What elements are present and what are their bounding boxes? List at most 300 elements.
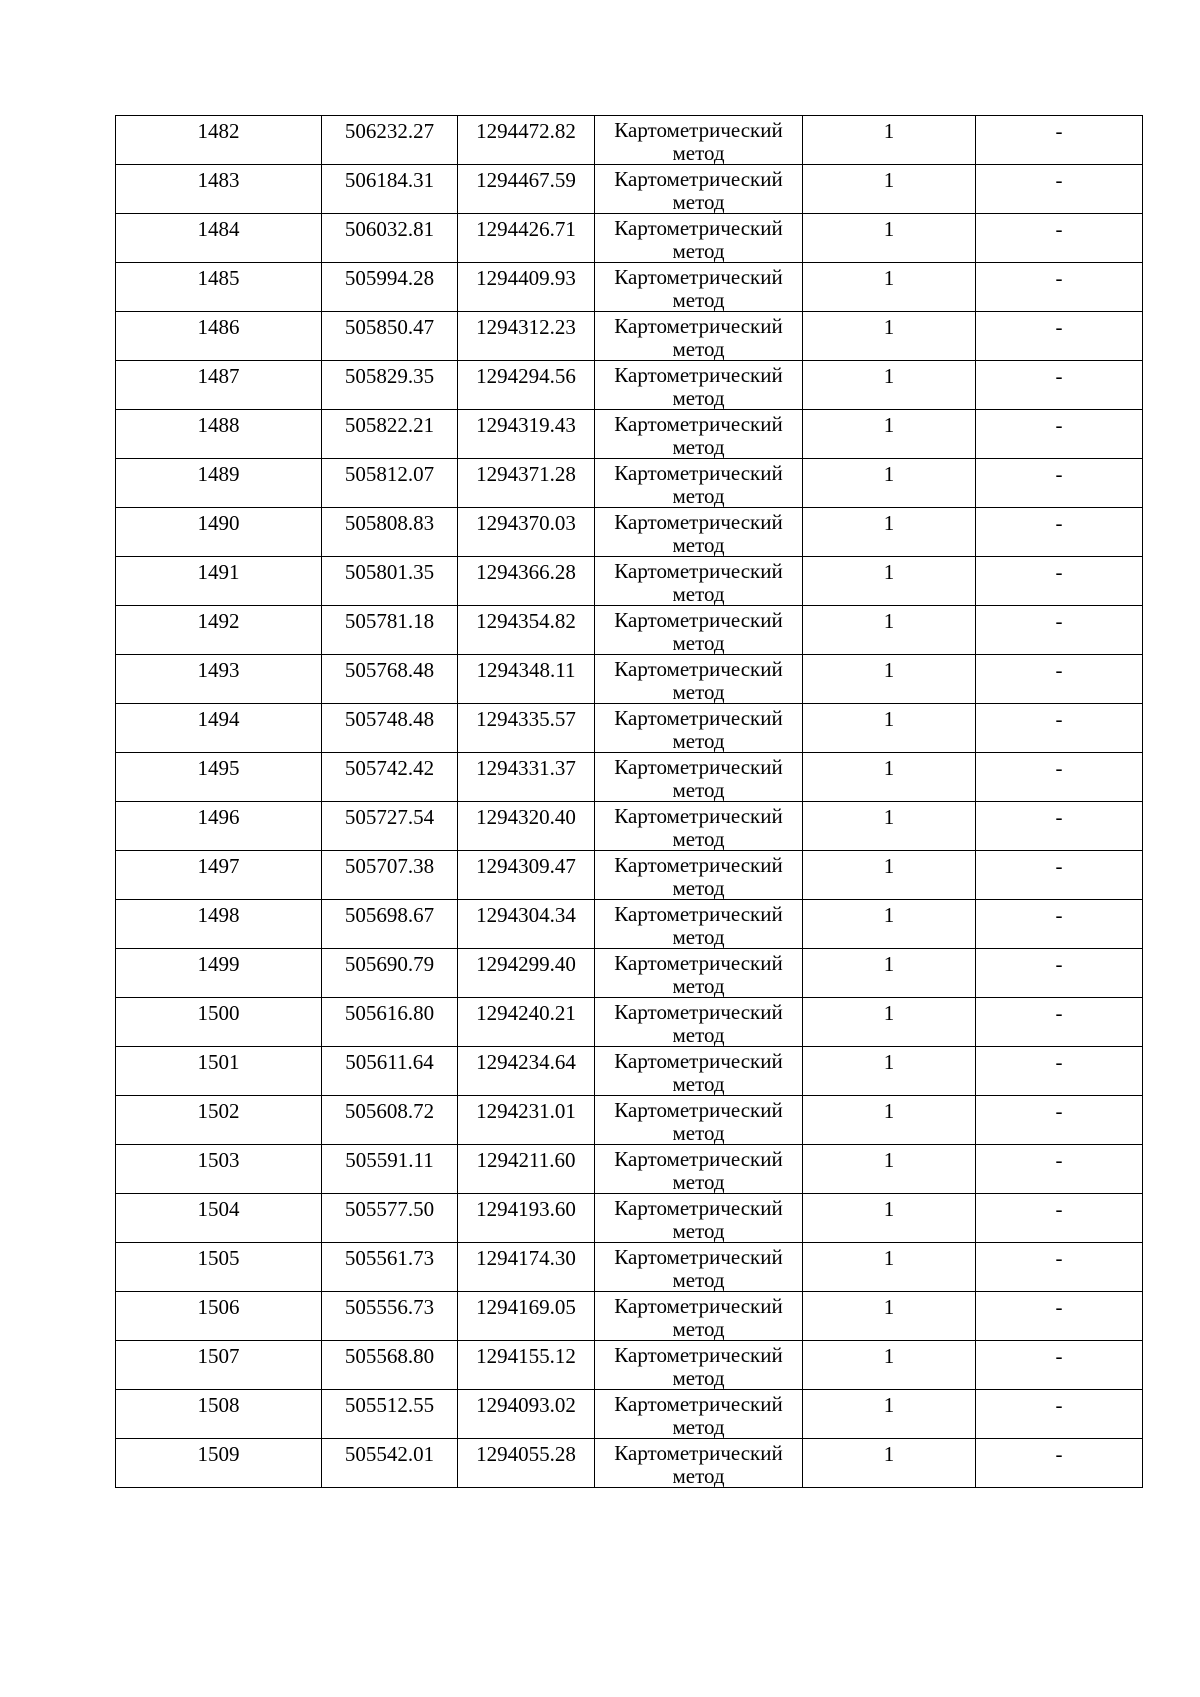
x-coordinate-cell [322, 1145, 458, 1194]
x-coordinate: 505608.72 [344, 1099, 435, 1123]
x-coordinate-cell [322, 459, 458, 508]
description-cell [976, 1145, 1143, 1194]
table-row [116, 214, 1143, 263]
method-cell [595, 1292, 803, 1341]
accuracy-cell [803, 655, 976, 704]
y-coordinate: 1294366.28 [476, 560, 576, 584]
method-text: Картометрический метод [614, 1196, 783, 1242]
x-coordinate: 505561.73 [344, 1246, 435, 1270]
y-coordinate-cell [458, 361, 595, 410]
y-coordinate: 1294231.01 [476, 1099, 576, 1123]
x-coordinate: 505812.07 [344, 462, 435, 486]
point-number-cell [116, 998, 322, 1047]
point-number: 1501 [197, 1050, 240, 1074]
accuracy-cell [803, 998, 976, 1047]
accuracy-cell [803, 459, 976, 508]
method-text: Картометрический метод [614, 951, 783, 997]
y-coordinate: 1294234.64 [476, 1050, 576, 1074]
accuracy-value: 1 [883, 413, 895, 437]
table-row [116, 1194, 1143, 1243]
x-coordinate: 505742.42 [344, 756, 435, 780]
method-cell [595, 1047, 803, 1096]
method-text: Картометрический метод [614, 706, 783, 752]
method-cell [595, 900, 803, 949]
y-coordinate: 1294211.60 [476, 1148, 576, 1172]
x-coordinate-cell [322, 1243, 458, 1292]
x-coordinate: 505822.21 [344, 413, 435, 437]
accuracy-value: 1 [883, 1442, 895, 1466]
method-text: Картометрический метод [614, 755, 783, 801]
x-coordinate-cell [322, 410, 458, 459]
accuracy-value: 1 [883, 315, 895, 339]
x-coordinate-cell [322, 606, 458, 655]
y-coordinate-cell [458, 851, 595, 900]
description-value: - [1055, 315, 1063, 339]
point-number: 1486 [197, 315, 240, 339]
accuracy-value: 1 [883, 756, 895, 780]
point-number-cell [116, 459, 322, 508]
accuracy-cell [803, 1390, 976, 1439]
description-cell [976, 1292, 1143, 1341]
accuracy-cell [803, 606, 976, 655]
description-value: - [1055, 511, 1063, 535]
y-coordinate-cell [458, 459, 595, 508]
description-value: - [1055, 217, 1063, 241]
point-number: 1505 [197, 1246, 240, 1270]
y-coordinate-cell [458, 1243, 595, 1292]
x-coordinate-cell [322, 998, 458, 1047]
y-coordinate: 1294309.47 [476, 854, 576, 878]
x-coordinate-cell [322, 851, 458, 900]
point-number: 1500 [197, 1001, 240, 1025]
point-number: 1489 [197, 462, 240, 486]
accuracy-value: 1 [883, 952, 895, 976]
point-number-cell [116, 802, 322, 851]
description-value: - [1055, 1344, 1063, 1368]
method-cell [595, 998, 803, 1047]
method-cell [595, 606, 803, 655]
y-coordinate: 1294155.12 [476, 1344, 576, 1368]
y-coordinate-cell [458, 1439, 595, 1488]
y-coordinate: 1294371.28 [476, 462, 576, 486]
method-text: Картометрический метод [614, 167, 783, 213]
table-row [116, 1243, 1143, 1292]
table-row [116, 508, 1143, 557]
point-number: 1504 [197, 1197, 240, 1221]
accuracy-value: 1 [883, 1344, 895, 1368]
method-text: Картометрический метод [614, 412, 783, 458]
y-coordinate: 1294426.71 [476, 217, 576, 241]
x-coordinate: 505512.55 [344, 1393, 435, 1417]
y-coordinate-cell [458, 704, 595, 753]
y-coordinate-cell [458, 1390, 595, 1439]
table-row [116, 116, 1143, 165]
accuracy-value: 1 [883, 805, 895, 829]
x-coordinate-cell [322, 1096, 458, 1145]
method-cell [595, 165, 803, 214]
table-row [116, 1096, 1143, 1145]
description-value: - [1055, 1050, 1063, 1074]
x-coordinate: 505748.48 [344, 707, 435, 731]
table-row [116, 165, 1143, 214]
x-coordinate-cell [322, 1341, 458, 1390]
y-coordinate-cell [458, 1145, 595, 1194]
y-coordinate: 1294335.57 [476, 707, 576, 731]
description-cell [976, 165, 1143, 214]
accuracy-value: 1 [883, 462, 895, 486]
y-coordinate-cell [458, 165, 595, 214]
table-row [116, 1439, 1143, 1488]
accuracy-value: 1 [883, 707, 895, 731]
description-cell [976, 802, 1143, 851]
y-coordinate-cell [458, 1341, 595, 1390]
point-number-cell [116, 1243, 322, 1292]
description-value: - [1055, 1001, 1063, 1025]
description-value: - [1055, 952, 1063, 976]
y-coordinate-cell [458, 557, 595, 606]
method-text: Картометрический метод [614, 804, 783, 850]
description-cell [976, 1194, 1143, 1243]
accuracy-value: 1 [883, 560, 895, 584]
method-cell [595, 949, 803, 998]
accuracy-cell [803, 753, 976, 802]
y-coordinate-cell [458, 116, 595, 165]
x-coordinate: 505801.35 [344, 560, 435, 584]
point-number: 1485 [197, 266, 240, 290]
x-coordinate-cell [322, 802, 458, 851]
point-number-cell [116, 1194, 322, 1243]
description-cell [976, 214, 1143, 263]
description-value: - [1055, 1197, 1063, 1221]
x-coordinate-cell [322, 1439, 458, 1488]
y-coordinate: 1294331.37 [476, 756, 576, 780]
x-coordinate: 505577.50 [344, 1197, 435, 1221]
method-text: Картометрический метод [614, 657, 783, 703]
table-row [116, 704, 1143, 753]
method-text: Картометрический метод [614, 510, 783, 556]
method-cell [595, 1341, 803, 1390]
method-text: Картометрический метод [614, 608, 783, 654]
x-coordinate: 505698.67 [344, 903, 435, 927]
method-text: Картометрический метод [614, 1147, 783, 1193]
accuracy-value: 1 [883, 511, 895, 535]
table-row [116, 459, 1143, 508]
point-number: 1483 [197, 168, 240, 192]
description-value: - [1055, 903, 1063, 927]
coordinates-table [115, 115, 1143, 1488]
point-number-cell [116, 1341, 322, 1390]
accuracy-cell [803, 1439, 976, 1488]
method-text: Картометрический метод [614, 1098, 783, 1144]
method-cell [595, 1439, 803, 1488]
method-text: Картометрический метод [614, 461, 783, 507]
point-number: 1494 [197, 707, 240, 731]
point-number-cell [116, 851, 322, 900]
x-coordinate-cell [322, 263, 458, 312]
point-number: 1492 [197, 609, 240, 633]
table-row [116, 361, 1143, 410]
method-cell [595, 1096, 803, 1145]
y-coordinate-cell [458, 508, 595, 557]
table-row [116, 753, 1143, 802]
method-text: Картометрический метод [614, 1441, 783, 1487]
x-coordinate-cell [322, 1390, 458, 1439]
y-coordinate-cell [458, 998, 595, 1047]
table-row [116, 1390, 1143, 1439]
point-number: 1491 [197, 560, 240, 584]
table-row [116, 606, 1143, 655]
accuracy-value: 1 [883, 854, 895, 878]
table-row [116, 263, 1143, 312]
point-number: 1487 [197, 364, 240, 388]
accuracy-value: 1 [883, 1099, 895, 1123]
x-coordinate-cell [322, 557, 458, 606]
accuracy-cell [803, 1145, 976, 1194]
point-number: 1499 [197, 952, 240, 976]
point-number: 1497 [197, 854, 240, 878]
accuracy-cell [803, 704, 976, 753]
table-row [116, 410, 1143, 459]
y-coordinate: 1294299.40 [476, 952, 576, 976]
method-text: Картометрический метод [614, 216, 783, 262]
y-coordinate: 1294294.56 [476, 364, 576, 388]
point-number-cell [116, 704, 322, 753]
y-coordinate: 1294174.30 [476, 1246, 576, 1270]
x-coordinate-cell [322, 1047, 458, 1096]
description-value: - [1055, 1295, 1063, 1319]
accuracy-cell [803, 312, 976, 361]
description-cell [976, 557, 1143, 606]
x-coordinate: 505591.11 [345, 1148, 434, 1172]
accuracy-cell [803, 410, 976, 459]
description-cell [976, 1096, 1143, 1145]
description-cell [976, 1341, 1143, 1390]
description-cell [976, 949, 1143, 998]
accuracy-cell [803, 1194, 976, 1243]
method-text: Картометрический метод [614, 314, 783, 360]
x-coordinate-cell [322, 214, 458, 263]
point-number-cell [116, 900, 322, 949]
x-coordinate: 505808.83 [344, 511, 435, 535]
description-value: - [1055, 707, 1063, 731]
description-cell [976, 459, 1143, 508]
point-number: 1493 [197, 658, 240, 682]
accuracy-cell [803, 851, 976, 900]
x-coordinate-cell [322, 312, 458, 361]
accuracy-value: 1 [883, 903, 895, 927]
y-coordinate: 1294240.21 [476, 1001, 576, 1025]
x-coordinate: 505850.47 [344, 315, 435, 339]
accuracy-value: 1 [883, 168, 895, 192]
y-coordinate: 1294169.05 [476, 1295, 576, 1319]
y-coordinate-cell [458, 655, 595, 704]
point-number: 1508 [197, 1393, 240, 1417]
accuracy-cell [803, 1096, 976, 1145]
y-coordinate: 1294467.59 [476, 168, 576, 192]
y-coordinate-cell [458, 410, 595, 459]
accuracy-cell [803, 1047, 976, 1096]
table-row [116, 1145, 1143, 1194]
point-number: 1506 [197, 1295, 240, 1319]
description-value: - [1055, 1393, 1063, 1417]
method-text: Картометрический метод [614, 559, 783, 605]
description-cell [976, 704, 1143, 753]
y-coordinate: 1294354.82 [476, 609, 576, 633]
method-text: Картометрический метод [614, 118, 783, 164]
description-cell [976, 312, 1143, 361]
accuracy-value: 1 [883, 364, 895, 388]
y-coordinate: 1294304.34 [476, 903, 576, 927]
x-coordinate: 505829.35 [344, 364, 435, 388]
accuracy-cell [803, 361, 976, 410]
y-coordinate: 1294093.02 [476, 1393, 576, 1417]
coordinates-table-body [116, 116, 1143, 1488]
description-value: - [1055, 1148, 1063, 1172]
table-row [116, 802, 1143, 851]
y-coordinate: 1294055.28 [476, 1442, 576, 1466]
point-number-cell [116, 214, 322, 263]
accuracy-value: 1 [883, 1148, 895, 1172]
description-cell [976, 655, 1143, 704]
method-text: Картометрический метод [614, 1343, 783, 1389]
description-cell [976, 1439, 1143, 1488]
y-coordinate-cell [458, 263, 595, 312]
method-text: Картометрический метод [614, 363, 783, 409]
point-number-cell [116, 361, 322, 410]
y-coordinate: 1294472.82 [476, 119, 576, 143]
description-value: - [1055, 364, 1063, 388]
method-text: Картометрический метод [614, 1049, 783, 1095]
y-coordinate-cell [458, 606, 595, 655]
x-coordinate: 506232.27 [344, 119, 435, 143]
table-row [116, 998, 1143, 1047]
accuracy-value: 1 [883, 1393, 895, 1417]
method-cell [595, 557, 803, 606]
point-number-cell [116, 1390, 322, 1439]
y-coordinate-cell [458, 949, 595, 998]
method-cell [595, 1145, 803, 1194]
table-row [116, 949, 1143, 998]
x-coordinate-cell [322, 655, 458, 704]
description-value: - [1055, 854, 1063, 878]
x-coordinate-cell [322, 1194, 458, 1243]
point-number-cell [116, 165, 322, 214]
y-coordinate-cell [458, 802, 595, 851]
y-coordinate-cell [458, 753, 595, 802]
description-cell [976, 263, 1143, 312]
point-number-cell [116, 606, 322, 655]
point-number-cell [116, 1439, 322, 1488]
method-cell [595, 263, 803, 312]
point-number-cell [116, 1292, 322, 1341]
description-cell [976, 1047, 1143, 1096]
table-row [116, 557, 1143, 606]
point-number-cell [116, 410, 322, 459]
x-coordinate: 505781.18 [344, 609, 435, 633]
x-coordinate-cell [322, 361, 458, 410]
x-coordinate-cell [322, 1292, 458, 1341]
point-number: 1488 [197, 413, 240, 437]
y-coordinate: 1294348.11 [476, 658, 576, 682]
y-coordinate: 1294193.60 [476, 1197, 576, 1221]
method-text: Картометрический метод [614, 853, 783, 899]
description-value: - [1055, 413, 1063, 437]
table-row [116, 1341, 1143, 1390]
accuracy-cell [803, 900, 976, 949]
method-cell [595, 508, 803, 557]
point-number: 1496 [197, 805, 240, 829]
point-number: 1507 [197, 1344, 240, 1368]
accuracy-cell [803, 116, 976, 165]
point-number: 1490 [197, 511, 240, 535]
accuracy-cell [803, 557, 976, 606]
accuracy-cell [803, 214, 976, 263]
point-number-cell [116, 1096, 322, 1145]
description-cell [976, 1243, 1143, 1292]
point-number-cell [116, 312, 322, 361]
description-value: - [1055, 1442, 1063, 1466]
method-text: Картометрический метод [614, 1000, 783, 1046]
accuracy-value: 1 [883, 658, 895, 682]
point-number: 1498 [197, 903, 240, 927]
table-row [116, 1047, 1143, 1096]
description-value: - [1055, 168, 1063, 192]
accuracy-value: 1 [883, 266, 895, 290]
point-number-cell [116, 949, 322, 998]
method-cell [595, 361, 803, 410]
x-coordinate: 505690.79 [344, 952, 435, 976]
method-cell [595, 459, 803, 508]
point-number: 1502 [197, 1099, 240, 1123]
accuracy-cell [803, 165, 976, 214]
table-row [116, 851, 1143, 900]
point-number: 1495 [197, 756, 240, 780]
description-value: - [1055, 119, 1063, 143]
x-coordinate: 505994.28 [344, 266, 435, 290]
point-number-cell [116, 508, 322, 557]
table-row [116, 655, 1143, 704]
x-coordinate: 505768.48 [344, 658, 435, 682]
description-value: - [1055, 560, 1063, 584]
method-cell [595, 802, 803, 851]
point-number-cell [116, 753, 322, 802]
y-coordinate: 1294312.23 [476, 315, 576, 339]
point-number-cell [116, 116, 322, 165]
method-cell [595, 116, 803, 165]
y-coordinate-cell [458, 1292, 595, 1341]
accuracy-cell [803, 1292, 976, 1341]
x-coordinate-cell [322, 508, 458, 557]
x-coordinate: 505568.80 [344, 1344, 435, 1368]
method-cell [595, 655, 803, 704]
y-coordinate-cell [458, 1096, 595, 1145]
y-coordinate-cell [458, 1047, 595, 1096]
method-text: Картометрический метод [614, 902, 783, 948]
accuracy-value: 1 [883, 217, 895, 241]
accuracy-value: 1 [883, 1001, 895, 1025]
point-number-cell [116, 1047, 322, 1096]
x-coordinate-cell [322, 165, 458, 214]
point-number-cell [116, 1145, 322, 1194]
method-cell [595, 851, 803, 900]
point-number: 1482 [197, 119, 240, 143]
x-coordinate: 505616.80 [344, 1001, 435, 1025]
method-cell [595, 1390, 803, 1439]
description-cell [976, 410, 1143, 459]
method-text: Картометрический метод [614, 1294, 783, 1340]
table-row [116, 312, 1143, 361]
accuracy-value: 1 [883, 609, 895, 633]
